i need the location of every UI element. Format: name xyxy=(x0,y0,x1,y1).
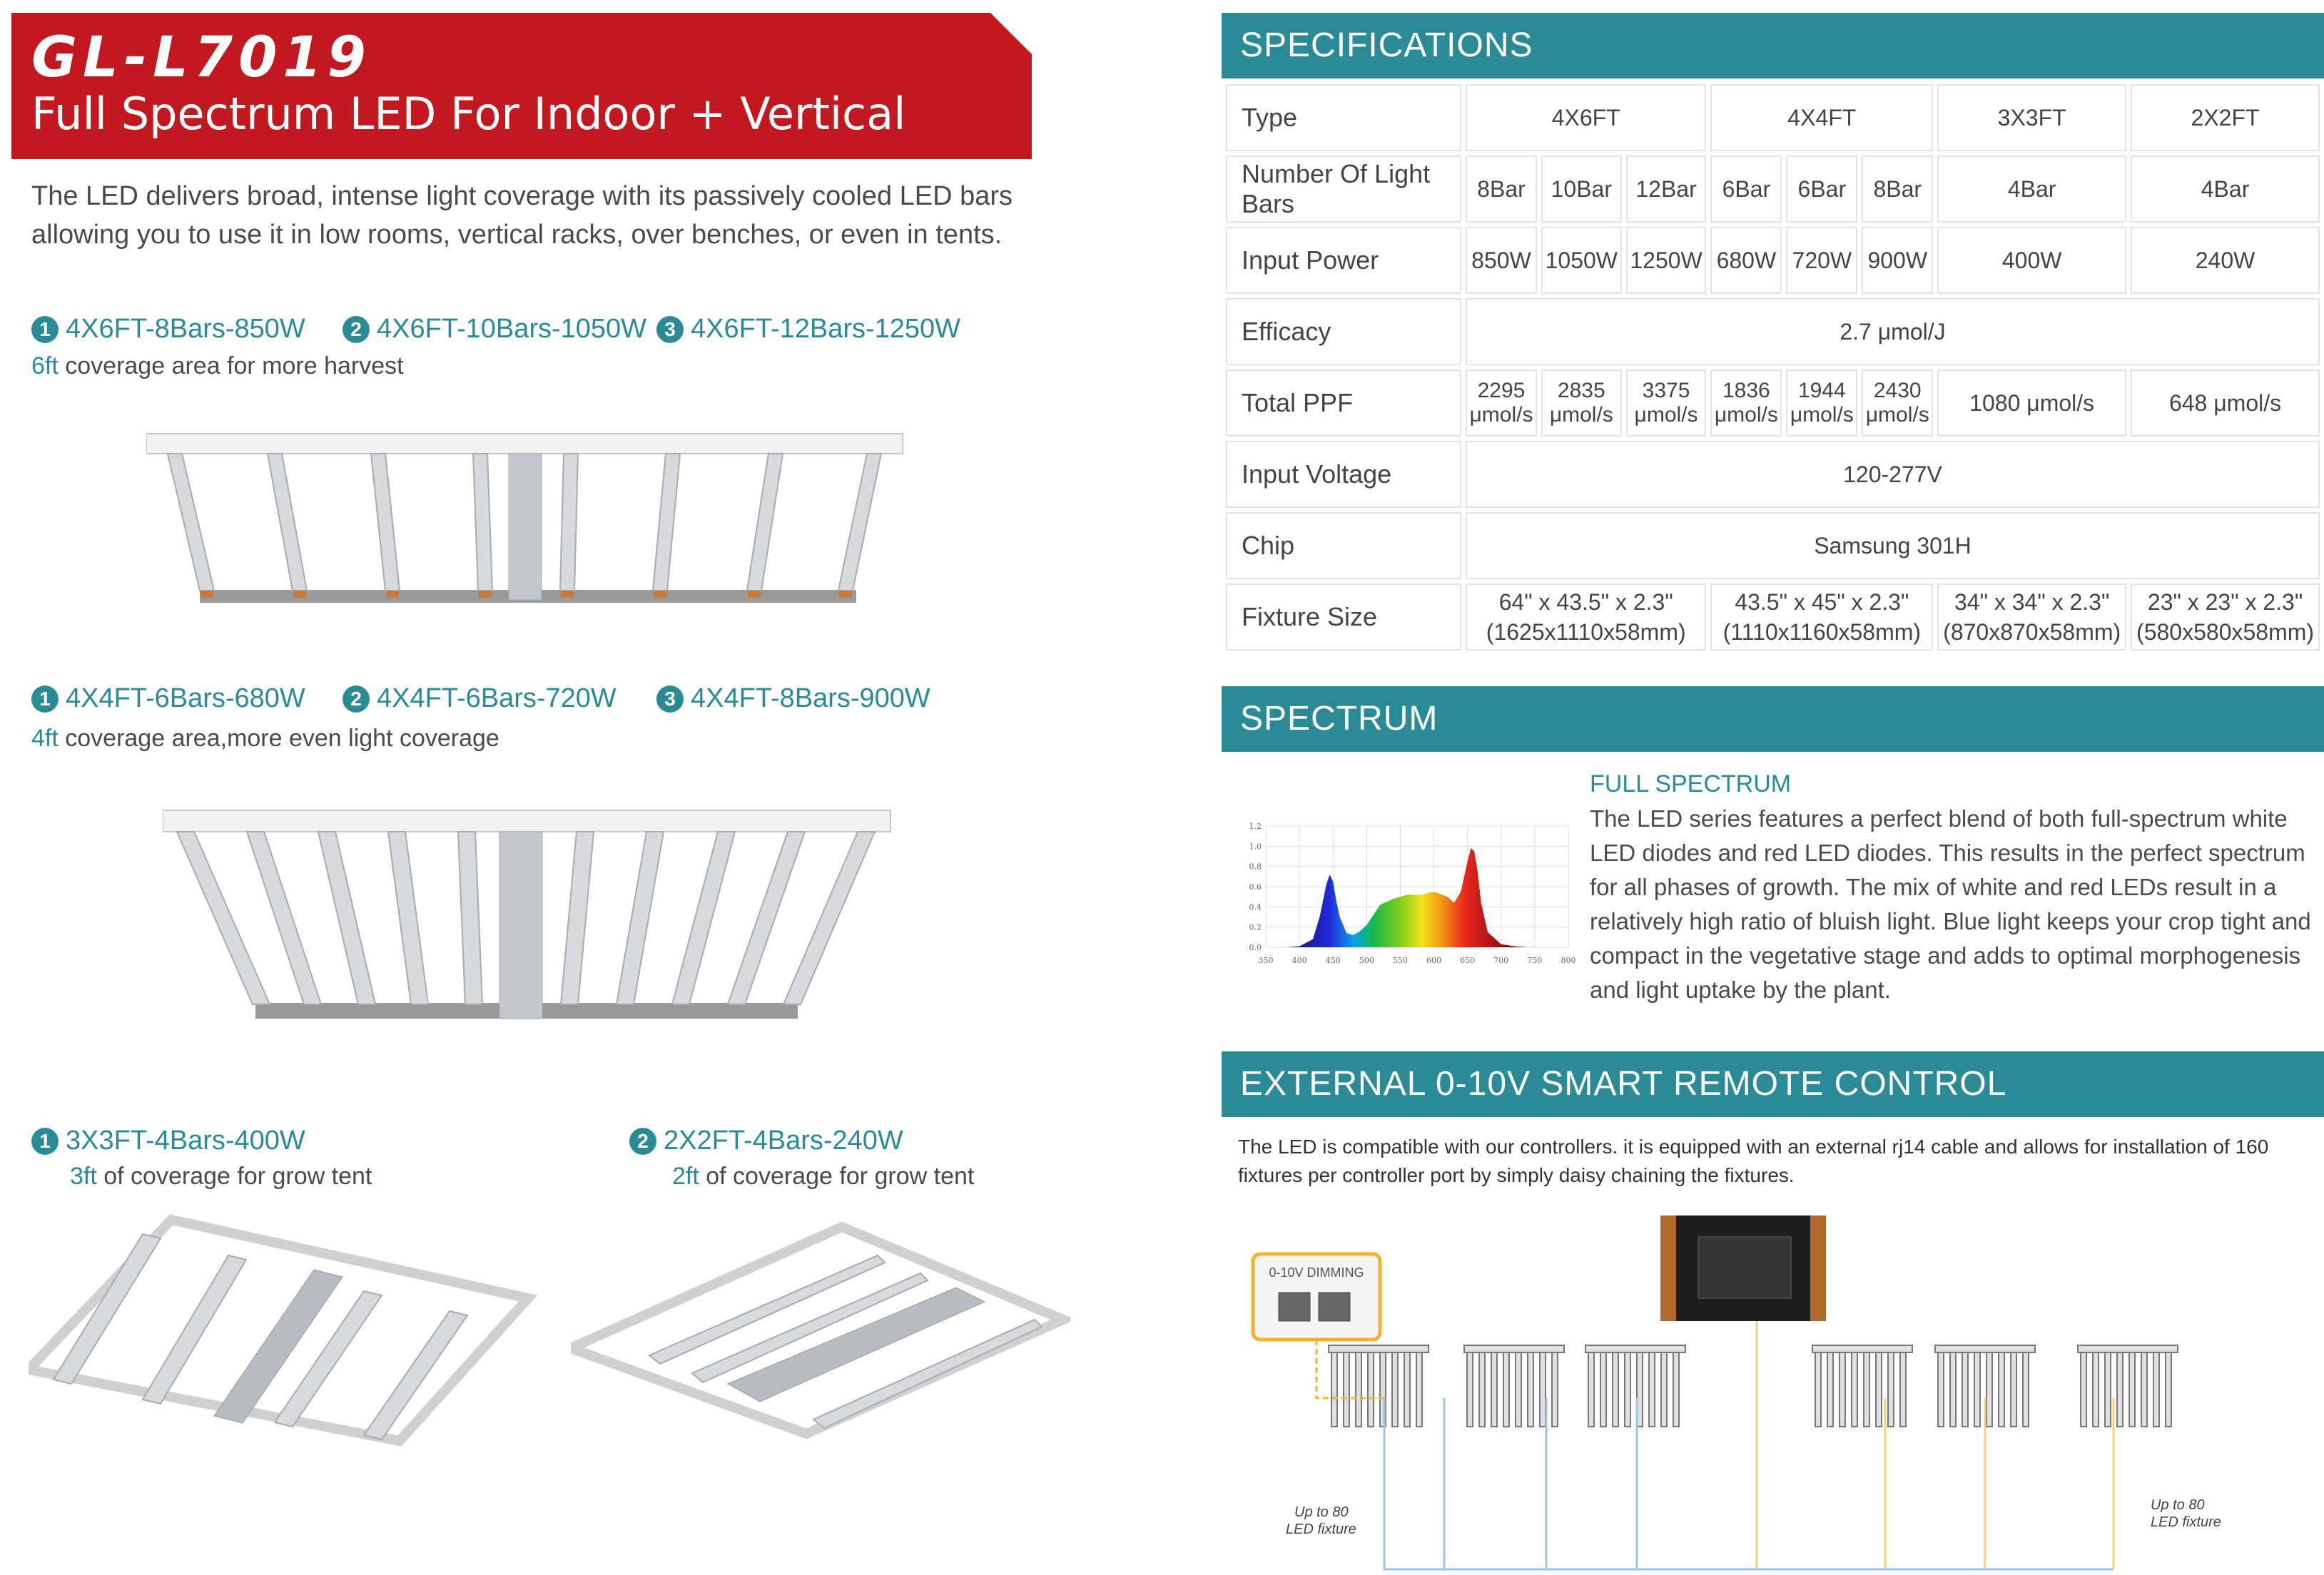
number-badge: 2 xyxy=(629,1128,656,1155)
mini-fixture-bar xyxy=(1552,1352,1558,1427)
model-label: 2X2FT-4Bars-240W xyxy=(664,1126,903,1156)
mini-fixture-bar xyxy=(1479,1352,1485,1427)
y-tick-label: 0.6 xyxy=(1249,882,1262,892)
row-label: Fixture Size xyxy=(1226,583,1461,651)
model-option-4x6-10 xyxy=(342,314,646,345)
x-tick-label: 450 xyxy=(1325,956,1341,965)
x-tick-label: 550 xyxy=(1392,956,1408,965)
row-label: Input Power xyxy=(1226,227,1461,294)
ppf-cell: 1836 μmol/s xyxy=(1710,369,1782,437)
mini-fixture-bar xyxy=(2023,1352,2029,1427)
number-badge: 1 xyxy=(31,1128,59,1155)
mini-fixture-bar xyxy=(1392,1352,1398,1427)
model-option-2x2 xyxy=(629,1126,903,1156)
model-subtitle: Full Spectrum LED For Indoor + Vertical xyxy=(31,88,906,140)
mini-fixture-bar xyxy=(1491,1352,1497,1427)
model-label: 4X6FT-10Bars-1050W xyxy=(377,314,647,344)
power-cell: 1050W xyxy=(1541,227,1622,294)
number-badge: 1 xyxy=(31,316,59,343)
row-label: Chip xyxy=(1226,512,1461,579)
model-label: 4X4FT-6Bars-720W xyxy=(377,683,616,713)
bars-cell: 12Bar xyxy=(1626,156,1707,223)
coverage-text: of coverage for grow tent xyxy=(699,1163,975,1190)
y-tick-label: 1.0 xyxy=(1249,842,1262,852)
spectrum-description: The LED series features a perfect blend of both full-spectrum white LED diodes and red LED diodes. This results in the perfect spectrum for all phases of growth. The mix of white and red LEDs result in a relatively high ratio of bluish light. Blue light keeps your crop tight and compact in the vegetative stage and adds to optimal morphogenesis and light uptake by the plant. xyxy=(1590,805,2311,1003)
table-row xyxy=(1226,156,2320,223)
coverage-size: 2ft xyxy=(672,1163,699,1190)
efficacy-cell: 2.7 μmol/J xyxy=(1466,298,2320,365)
row-label: Input Voltage xyxy=(1226,441,1461,508)
mini-fixture-bar xyxy=(1600,1352,1606,1427)
type-cell: 4X4FT xyxy=(1710,84,1933,151)
mini-fixture xyxy=(1329,1345,1429,1352)
coverage-text: coverage area,more even light coverage xyxy=(58,725,499,752)
size-cell: 43.5" x 45" x 2.3" (1110x1160x58mm) xyxy=(1710,583,1933,651)
mini-fixture-bar xyxy=(1356,1352,1361,1427)
spectrum-area xyxy=(1286,848,1528,947)
mini-fixture-bar xyxy=(1938,1352,1944,1427)
model-title: GL-L7019 xyxy=(31,26,372,90)
x-tick-label: 800 xyxy=(1561,956,1575,965)
model-label: 4X4FT-6Bars-680W xyxy=(66,683,305,713)
mini-fixture-bar xyxy=(1344,1352,1349,1427)
mini-fixture xyxy=(1464,1345,1564,1352)
bars-cell: 8Bar xyxy=(1862,156,1933,223)
mini-fixture-bar xyxy=(1368,1352,1374,1427)
number-badge: 3 xyxy=(656,685,684,713)
spectrum-chart xyxy=(1240,819,1575,969)
x-tick-label: 750 xyxy=(1527,956,1543,965)
type-cell: 4X6FT xyxy=(1466,84,1706,151)
right-note-line1: Up to 80 xyxy=(2151,1497,2205,1513)
mini-fixture-bar xyxy=(1625,1352,1630,1427)
coverage-size: 4ft xyxy=(31,725,59,752)
size-cell: 23" x 23" x 2.3" (580x580x58mm) xyxy=(2131,583,2320,651)
left-note-line1: Up to 80 xyxy=(1294,1504,1349,1520)
model-label: 3X3FT-4Bars-400W xyxy=(66,1126,305,1156)
bars-cell: 6Bar xyxy=(1786,156,1857,223)
y-tick-label: 0.4 xyxy=(1249,902,1262,912)
bars-cell: 6Bar xyxy=(1710,156,1782,223)
y-tick-label: 0.8 xyxy=(1249,862,1262,872)
voltage-cell: 120-277V xyxy=(1466,441,2320,508)
power-cell: 240W xyxy=(2131,227,2320,294)
mini-fixture-bar xyxy=(2129,1352,2135,1427)
power-cell: 900W xyxy=(1862,227,1933,294)
coverage-size: 6ft xyxy=(31,352,59,379)
mini-fixture-bar xyxy=(1999,1352,2004,1427)
table-row xyxy=(1226,583,2320,651)
model-label: 4X6FT-8Bars-850W xyxy=(66,314,305,344)
mini-fixture-bar xyxy=(1986,1352,1992,1427)
table-row xyxy=(1226,512,2320,579)
row-label: Type xyxy=(1226,84,1461,151)
y-tick-label: 0.2 xyxy=(1249,922,1262,932)
mini-fixture-bar xyxy=(1852,1352,1857,1427)
right-note-line2: LED fixture xyxy=(2151,1514,2221,1530)
spectrum-subtitle: FULL SPECTRUM xyxy=(1590,770,1792,797)
bars-cell: 8Bar xyxy=(1466,156,1537,223)
specifications-table xyxy=(1222,80,2324,655)
mini-fixture-bar xyxy=(1467,1352,1473,1427)
ppf-cell: 1944 μmol/s xyxy=(1786,369,1857,437)
mini-fixture-bar xyxy=(1416,1352,1422,1427)
rj14-port-icon xyxy=(1319,1293,1350,1321)
mini-fixture-bar xyxy=(1528,1352,1533,1427)
section-specifications: SPECIFICATIONS xyxy=(1222,13,2324,78)
x-tick-label: 500 xyxy=(1359,956,1374,965)
model-option-4x4-680 xyxy=(31,683,305,714)
section-spectrum: SPECTRUM xyxy=(1222,686,2324,752)
row-label: Number Of Light Bars xyxy=(1226,156,1461,223)
intro-text: The LED delivers broad, intense light coverage with its passively cooled LED bars allowing you to use it in low rooms, vertical racks, over benches, or even in tents. xyxy=(31,181,1013,250)
ppf-cell: 2295 μmol/s xyxy=(1466,369,1537,437)
x-tick-label: 650 xyxy=(1460,956,1476,965)
mini-fixture-bar xyxy=(2093,1352,2099,1427)
x-tick-label: 700 xyxy=(1493,956,1509,965)
model-option-4x4-720 xyxy=(342,683,616,714)
mini-fixture-bar xyxy=(2105,1352,2111,1427)
coverage-size: 3ft xyxy=(70,1163,97,1190)
bars-cell: 4Bar xyxy=(2131,156,2320,223)
row-label: Efficacy xyxy=(1226,298,1461,365)
mini-fixture xyxy=(2078,1345,2178,1352)
table-row xyxy=(1226,227,2320,294)
number-badge: 2 xyxy=(342,316,370,343)
fixture-image-2x2 xyxy=(571,1213,1070,1441)
ppf-cell: 1080 μmol/s xyxy=(1937,369,2126,437)
power-cell: 680W xyxy=(1710,227,1782,294)
ppf-cell: 2835 μmol/s xyxy=(1541,369,1622,437)
left-note-line2: LED fixture xyxy=(1286,1522,1356,1537)
controller-screen xyxy=(1698,1237,1791,1298)
mini-fixture-bar xyxy=(1974,1352,1980,1427)
mini-fixture xyxy=(1812,1345,1912,1352)
mini-fixture-bar xyxy=(1864,1352,1869,1427)
power-cell: 850W xyxy=(1466,227,1537,294)
bars-cell: 10Bar xyxy=(1541,156,1622,223)
y-tick-label: 1.2 xyxy=(1249,822,1262,831)
mini-fixture-bar xyxy=(1540,1352,1546,1427)
number-badge: 1 xyxy=(31,685,59,713)
model-option-4x4-900 xyxy=(656,683,930,714)
y-tick-label: 0.0 xyxy=(1249,943,1262,952)
model-option-4x6-12 xyxy=(656,314,960,345)
power-cell: 720W xyxy=(1786,227,1857,294)
type-cell: 2X2FT xyxy=(2131,84,2320,151)
mini-fixture-bar xyxy=(1900,1352,1906,1427)
table-row xyxy=(1226,84,2320,151)
mini-fixture-bar xyxy=(2141,1352,2147,1427)
coverage-text: of coverage for grow tent xyxy=(96,1163,372,1190)
coverage-note-2ft xyxy=(672,1163,974,1191)
table-row xyxy=(1226,298,2320,365)
bars-cell: 4Bar xyxy=(1937,156,2126,223)
mini-fixture-bar xyxy=(1649,1352,1655,1427)
table-row xyxy=(1226,369,2320,437)
section-remote-control: EXTERNAL 0-10V SMART REMOTE CONTROL xyxy=(1222,1051,2324,1117)
x-tick-label: 600 xyxy=(1426,956,1442,965)
model-option-3x3 xyxy=(31,1126,305,1156)
size-cell: 34" x 34" x 2.3" (870x870x58mm) xyxy=(1937,583,2126,651)
fixture-image-4x6 xyxy=(146,428,917,613)
mini-fixture-bar xyxy=(1815,1352,1821,1427)
mini-fixture-bar xyxy=(1661,1352,1667,1427)
mini-fixture-bar xyxy=(1962,1352,1968,1427)
coverage-note-3ft xyxy=(70,1163,372,1191)
x-tick-label: 400 xyxy=(1292,956,1307,965)
ppf-cell: 648 μmol/s xyxy=(2131,369,2320,437)
coverage-note-6ft xyxy=(31,352,404,380)
mini-fixture-bar xyxy=(2153,1352,2159,1427)
row-label: Total PPF xyxy=(1226,369,1461,437)
ppf-cell: 3375 μmol/s xyxy=(1626,369,1707,437)
mini-fixture-bar xyxy=(1588,1352,1594,1427)
type-cell: 3X3FT xyxy=(1937,84,2126,151)
mini-fixture xyxy=(1935,1345,2035,1352)
size-cell: 64" x 43.5" x 2.3" (1625x1110x58mm) xyxy=(1466,583,1706,651)
mini-fixture-bar xyxy=(2117,1352,2123,1427)
mini-fixture-bar xyxy=(2011,1352,2016,1427)
mini-fixture-bar xyxy=(1827,1352,1833,1427)
model-option-4x6-8 xyxy=(31,314,305,345)
mini-fixture-bar xyxy=(1404,1352,1410,1427)
header-banner xyxy=(11,13,1032,159)
dimming-label: 0-10V DIMMING xyxy=(1269,1265,1364,1280)
rj14-port-icon xyxy=(1279,1293,1310,1321)
model-label: 4X6FT-12Bars-1250W xyxy=(691,314,961,344)
table-row xyxy=(1226,441,2320,508)
remote-description: The LED is compatible with our controllers. it is equipped with an external rj14 cable and allows for installation of 160 fixtures per controller port by simply daisy chaining the fixtures. xyxy=(1238,1136,2269,1186)
power-cell: 1250W xyxy=(1626,227,1707,294)
mini-fixture-bar xyxy=(2081,1352,2086,1427)
mini-fixture-bar xyxy=(1331,1352,1337,1427)
mini-fixture-bar xyxy=(1840,1352,1845,1427)
chip-cell: Samsung 301H xyxy=(1466,512,2320,579)
fixture-image-4x4 xyxy=(163,806,905,1041)
model-label: 4X4FT-8Bars-900W xyxy=(691,683,930,713)
coverage-note-4ft xyxy=(31,725,499,753)
mini-fixture-bar xyxy=(1516,1352,1521,1427)
wiring-diagram xyxy=(1222,1206,2324,1575)
ppf-cell: 2430 μmol/s xyxy=(1862,369,1933,437)
mini-fixture-bar xyxy=(2166,1352,2171,1427)
power-cell: 400W xyxy=(1937,227,2126,294)
mini-fixture xyxy=(1585,1345,1685,1352)
number-badge: 2 xyxy=(342,685,370,713)
mini-fixture-bar xyxy=(1613,1352,1618,1427)
mini-fixture-bar xyxy=(1503,1352,1509,1427)
mini-fixture-bar xyxy=(1673,1352,1679,1427)
x-tick-label: 350 xyxy=(1258,956,1274,965)
fixture-image-3x3 xyxy=(29,1213,542,1448)
number-badge: 3 xyxy=(656,316,684,343)
mini-fixture-bar xyxy=(1950,1352,1956,1427)
mini-fixture-bar xyxy=(1888,1352,1894,1427)
mini-fixture-bar xyxy=(1876,1352,1882,1427)
coverage-text: coverage area for more harvest xyxy=(58,352,404,379)
